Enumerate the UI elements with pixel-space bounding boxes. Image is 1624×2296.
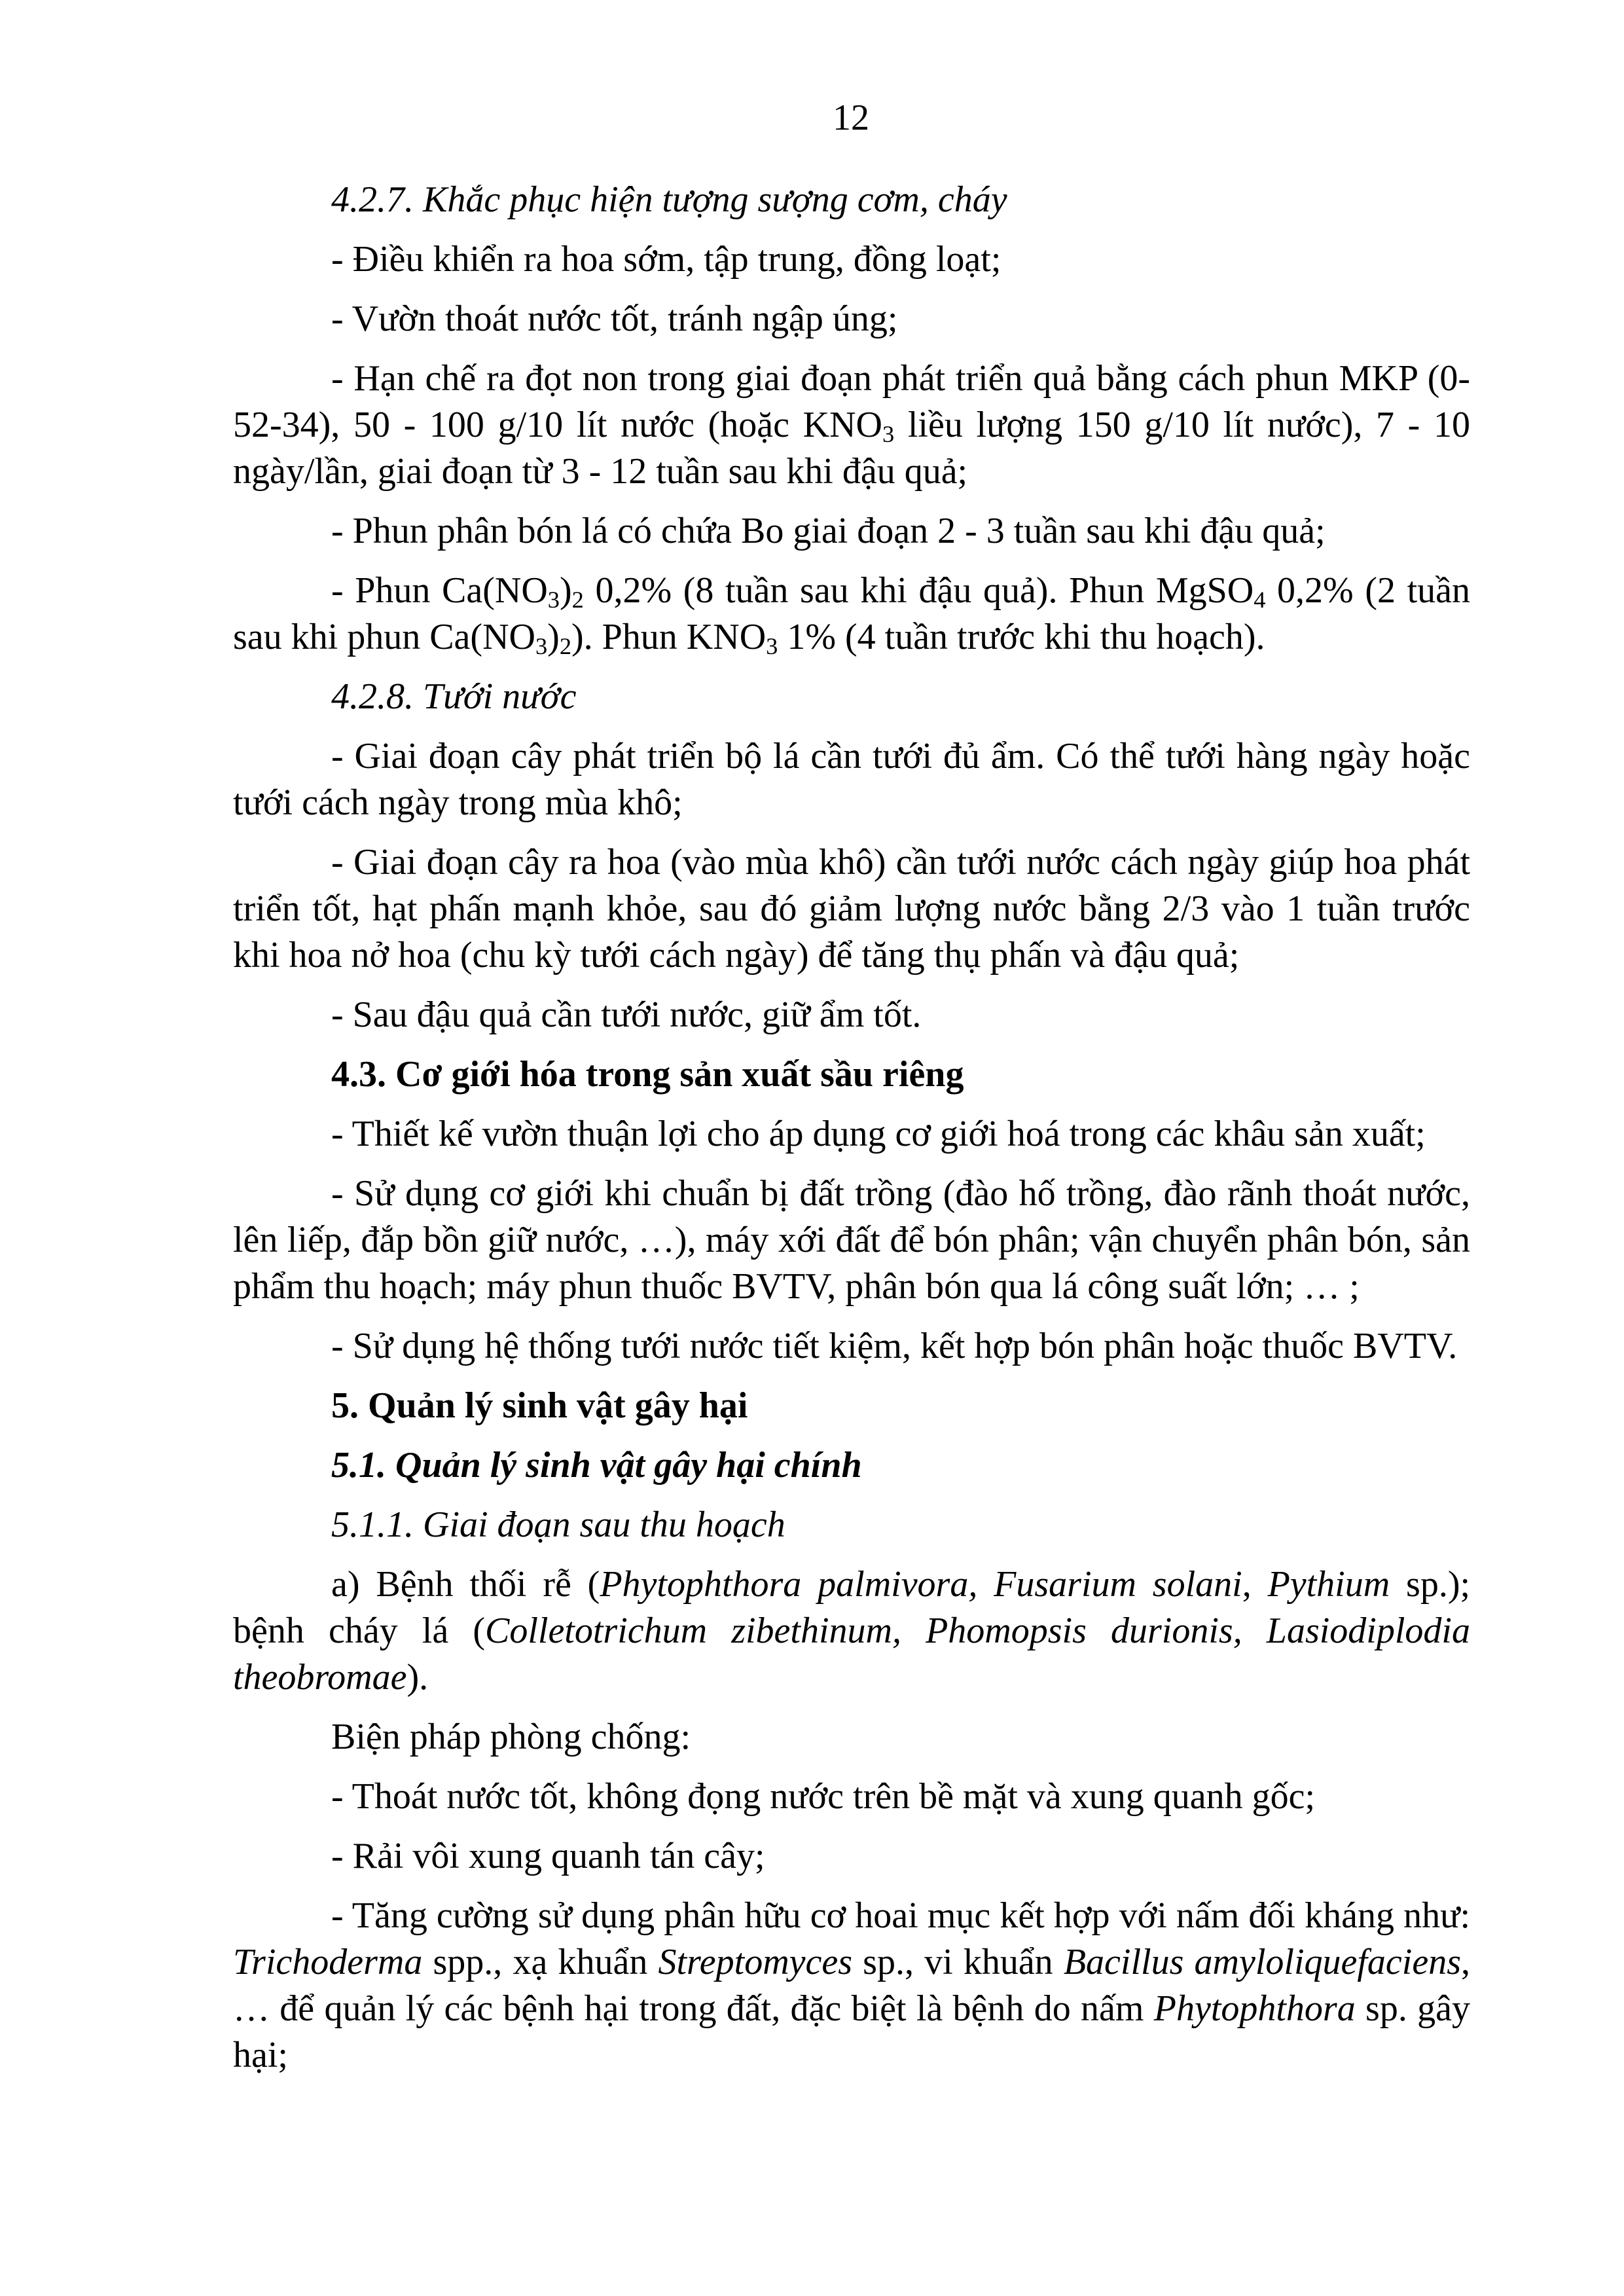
text-run: sp.); bệnh cháy lá ( bbox=[233, 1564, 1471, 1651]
section-heading bbox=[233, 1442, 1470, 1489]
italic-text-run: Pythium bbox=[1267, 1564, 1390, 1605]
italic-text-run: Colletotrichum zibethinum, Phomopsis durionis, Lasiodiplodia theobromae bbox=[233, 1611, 1470, 1698]
subscript-text: 3 bbox=[882, 421, 895, 447]
text-run: 4.2.8. Tưới nước bbox=[331, 676, 577, 717]
bullet-paragraph bbox=[233, 992, 1470, 1038]
text-run: - Thiết kế vườn thuận lợi cho áp dụng cơ giới hoá trong các khâu sản xuất; bbox=[331, 1114, 1426, 1154]
bullet-paragraph bbox=[233, 1833, 1470, 1880]
text-run: ) bbox=[559, 570, 572, 611]
text-run: liều lượng 150 g/10 lít nước), 7 - 10 ngày/lần, giai đoạn từ 3 - 12 tuần sau khi đậu quả; bbox=[233, 405, 1470, 492]
subscript-text: 4 bbox=[1254, 587, 1266, 613]
text-run: ) bbox=[547, 617, 560, 657]
text-run: Biện pháp phòng chống: bbox=[331, 1717, 691, 1757]
text-run: 0,2% (8 tuần sau khi đậu quả). Phun MgSO bbox=[583, 570, 1254, 611]
text-run: - Phun phân bón lá có chứa Bo giai đoạn 2 - 3 tuần sau khi đậu quả; bbox=[331, 511, 1326, 551]
text-run: 1% (4 tuần trước khi thu hoạch). bbox=[778, 617, 1265, 657]
text-run: - Vườn thoát nước tốt, tránh ngập úng; bbox=[331, 299, 898, 339]
text-run: - Thoát nước tốt, không đọng nước trên bề mặt và xung quanh gốc; bbox=[331, 1776, 1316, 1817]
text-run: - Phun Ca(NO bbox=[331, 570, 548, 611]
text-run: sp. gây hại; bbox=[233, 1988, 1471, 2075]
document-body bbox=[233, 177, 1470, 2092]
text-run: - Tăng cường sử dụng phân hữu cơ hoai mục kết hợp với nấm đối kháng như: bbox=[331, 1895, 1470, 1936]
bullet-paragraph bbox=[233, 733, 1470, 826]
subscript-text: 3 bbox=[547, 587, 560, 613]
text-run: - Giai đoạn cây ra hoa (vào mùa khô) cần tưới nước cách ngày giúp hoa phát triển tốt, hạt phấn mạnh khỏe, sau đó giảm lượng nước bằng 2/3 vào 1 tuần trước khi hoa nở hoa (chu kỳ tưới cách ngày) để tăng thụ phấn và đậu quả; bbox=[233, 842, 1470, 975]
subscript-text: 3 bbox=[766, 633, 778, 659]
bullet-paragraph bbox=[233, 236, 1470, 283]
subsection-heading bbox=[233, 674, 1470, 720]
lettered-item-paragraph bbox=[233, 1561, 1470, 1701]
text-run: spp., xạ khuẩn bbox=[422, 1942, 659, 1982]
italic-text-run: Trichoderma bbox=[233, 1942, 423, 1982]
italic-text-run: Phytophthora palmivora, Fusarium solani bbox=[600, 1564, 1242, 1605]
text-run: 5. Quản lý sinh vật gây hại bbox=[331, 1385, 748, 1426]
text-run: , bbox=[1242, 1564, 1268, 1605]
text-run: 4.3. Cơ giới hóa trong sản xuất sầu riêng bbox=[331, 1054, 964, 1095]
page-number: 12 bbox=[833, 98, 869, 138]
bullet-paragraph bbox=[233, 839, 1470, 979]
bullet-paragraph bbox=[233, 568, 1470, 661]
text-run: , … để quản lý các bệnh hại trong đất, đặc biệt là bệnh do nấm bbox=[233, 1942, 1470, 2029]
italic-text-run: Streptomyces bbox=[658, 1942, 852, 1982]
subscript-text: 2 bbox=[559, 633, 572, 659]
subscript-text: 2 bbox=[571, 587, 584, 613]
text-run: 5.1.1. Giai đoạn sau thu hoạch bbox=[331, 1504, 785, 1545]
section-heading bbox=[233, 1051, 1470, 1098]
bullet-paragraph bbox=[233, 1893, 1470, 2079]
bullet-paragraph bbox=[233, 508, 1470, 555]
bullet-paragraph bbox=[233, 1774, 1470, 1820]
subscript-text: 3 bbox=[535, 633, 548, 659]
section-heading bbox=[233, 1383, 1470, 1429]
text-run: - Sau đậu quả cần tưới nước, giữ ẩm tốt. bbox=[331, 994, 922, 1035]
bullet-paragraph bbox=[233, 355, 1470, 495]
text-run: 0,2% (2 tuần sau khi phun Ca(NO bbox=[233, 570, 1471, 657]
text-run: - Sử dụng hệ thống tưới nước tiết kiệm, kết hợp bón phân hoặc thuốc BVTV. bbox=[331, 1326, 1458, 1366]
label-paragraph bbox=[233, 1714, 1470, 1760]
text-run: - Rải vôi xung quanh tán cây; bbox=[331, 1836, 765, 1876]
text-run: - Sử dụng cơ giới khi chuẩn bị đất trồng (đào hố trồng, đào rãnh thoát nước, lên liếp, đắp bồn giữ nước, …), máy xới đất để bón phân; vận chuyển phân bón, sản phẩm thu hoạch; máy phun thuốc BVTV, phân bón qua lá công suất lớn; … ; bbox=[233, 1173, 1470, 1307]
text-run: ). bbox=[406, 1657, 429, 1698]
bullet-paragraph bbox=[233, 1323, 1470, 1370]
bullet-paragraph bbox=[233, 1111, 1470, 1157]
bullet-paragraph bbox=[233, 1171, 1470, 1310]
text-run: - Hạn chế ra đọt non trong giai đoạn phát triển quả bằng cách phun MKP (0-52-34), 50 - 100 g/10 lít nước (hoặc KNO bbox=[233, 358, 1470, 445]
italic-text-run: Phytophthora bbox=[1153, 1988, 1356, 2029]
subsection-heading bbox=[233, 177, 1470, 223]
text-run: - Điều khiển ra hoa sớm, tập trung, đồng loạt; bbox=[331, 239, 1001, 280]
text-run: a) Bệnh thối rễ ( bbox=[331, 1564, 600, 1605]
text-run: - Giai đoạn cây phát triển bộ lá cần tưới đủ ẩm. Có thể tưới hàng ngày hoặc tưới cách ngày trong mùa khô; bbox=[233, 736, 1470, 823]
text-run: ). Phun KNO bbox=[571, 617, 767, 657]
italic-text-run: Bacillus amyloliquefaciens bbox=[1063, 1942, 1461, 1982]
text-run: sp., vi khuẩn bbox=[852, 1942, 1064, 1982]
bullet-paragraph bbox=[233, 296, 1470, 342]
text-run: 5.1. Quản lý sinh vật gây hại chính bbox=[331, 1445, 862, 1485]
subsection-heading bbox=[233, 1502, 1470, 1548]
text-run: 4.2.7. Khắc phục hiện tượng sượng cơm, cháy bbox=[331, 179, 1007, 220]
